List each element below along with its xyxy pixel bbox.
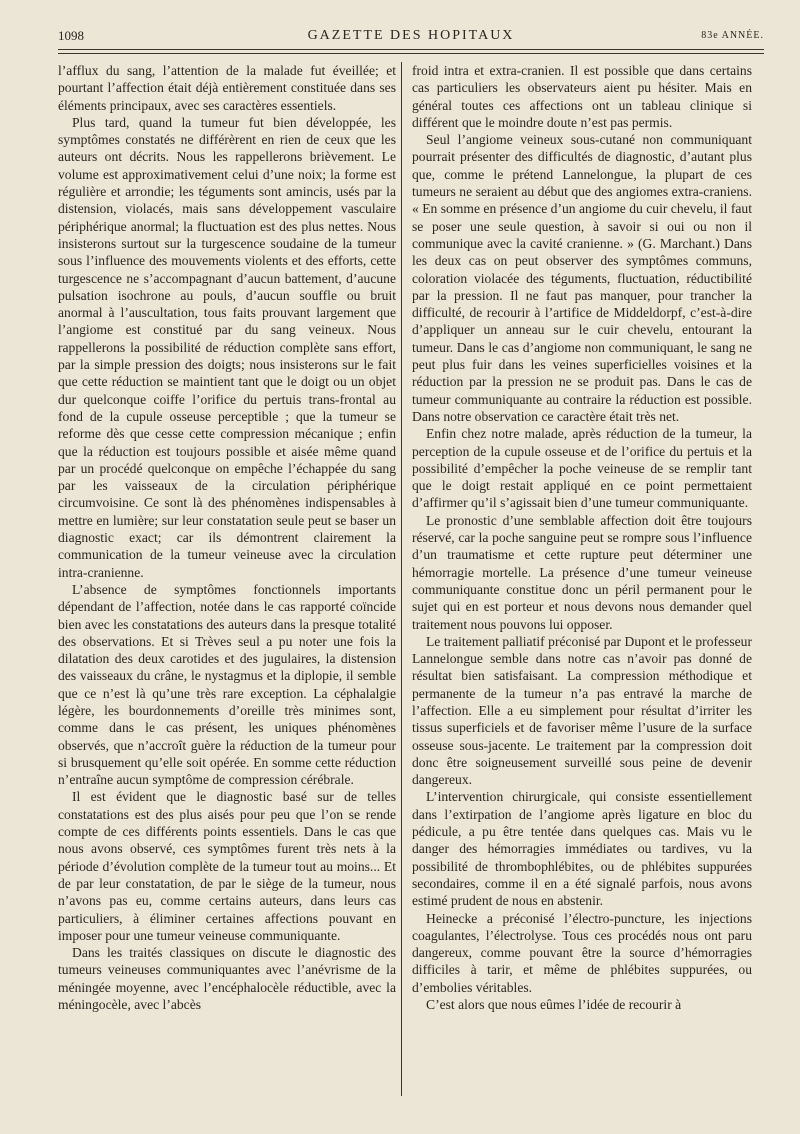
paragraph: C’est alors que nous eûmes l’idée de recourir à — [426, 997, 682, 1013]
paragraph: Enfin chez notre malade, après réduction de la tumeur, la perception de la cupule osseuse et de l’orifice du pertuis et la possibilité d’empêcher la poche veineuse de se remplir tant que le doigt restait appliqué en ce point permettaient d’affirmer qu’il s’agissait bien d’une tumeur communiquante. — [412, 426, 752, 511]
header-rule — [58, 49, 764, 50]
paragraph: Il est évident que le diagnostic basé sur de telles constatations est des plus aisés pour peu que l’on se rende compte de ces différents points essentiels. Dans le cas que nous avons observé, ces symptômes furent très nets à la période d’évolution complète de la tumeur tout au moins... Et de par leur constatation, de par le siège de la tumeur, nous n’avons pas eu, comme certains auteurs, dans leurs cas particuliers, à éliminer certaines affections pouvant en imposer pour une tumeur veineuse communiquante. — [58, 789, 396, 943]
paragraph: Heinecke a préconisé l’électro-puncture, les injections coagulantes, l’électrolyse. Tous ces procédés nous ont paru dangereux, comme pouvant être la source d’hémorragies difficiles à tarir, et même de phlébites suppurées, ou d’embolies véritables. — [412, 910, 752, 995]
page-number: 1098 — [58, 28, 84, 43]
paragraph: Dans les traités classiques on discute le diagnostic des tumeurs veineuses communiquantes avec l’anévrisme de la méningée moyenne, avec l’encéphalocèle réductible, avec la méningocèle, avec l’abcès — [58, 945, 396, 1013]
paragraph: Le pronostic d’une semblable affection doit être toujours réservé, car la poche sanguine peut se rompre sous l’influence d’un traumatisme et cette rupture peut déterminer une hémorragie mortelle. La présence d’une tumeur veineuse communiquante constitue donc un péril permanent pour le sujet qui en est porteur et nous devons nous demander quel traitement nous pouvons lui opposer. — [412, 512, 752, 632]
paragraph: froid intra et extra-cranien. Il est possible que dans certains cas particuliers les observateurs aient pu hésiter. Mais en général toutes ces affections ont un tableau clinique si différent que le moindre doute n’est pas permis. — [412, 63, 752, 130]
page-header — [58, 28, 764, 48]
header-rule-thin — [58, 53, 764, 54]
journal-title: GAZETTE DES HOPITAUX — [307, 28, 515, 43]
right-column — [412, 62, 752, 1013]
paragraph: l’afflux du sang, l’attention de la malade fut éveillée; et pourtant l’affection était déjà entièrement constituée dans ses éléments principaux, avec ses caractères essentiels. — [58, 63, 396, 113]
paragraph: L’intervention chirurgicale, qui consiste essentiellement dans l’extirpation de l’angiome après ligature en bloc du pédicule, a pu être tentée dans quelques cas. Mais vu le danger des hémorragies immédiates ou tardives, vu la possibilité de thrombophlébites, ou de phlébites suppurées secondaires, comme il en a été signalé parfois, nous avons estimé prudent de nous en abstenir. — [412, 789, 752, 909]
paragraph: Seul l’angiome veineux sous-cutané non communiquant pourrait présenter des difficultés de diagnostic, d’autant plus que, comme le prétend Lannelongue, la plupart de ces tumeurs ne seraient au début que des angiomes extra-craniens. « En somme en présence d’un angiome du cuir chevelu, il faut se poser une seule question, à savoir si oui ou non il communique avec la cavité cranienne. » (G. Marchant.) Dans les deux cas on peut observer des symptômes communs, coloration violacée des téguments, fluctuation, réductibilité par la pression. Il ne faut pas manquer, pour trancher la difficulté, de recourir à l’artifice de Middeldorpf, c’est-à-dire d’appliquer un anneau sur le cuir chevelu, entourant la tumeur. Dans le cas d’angiome non communiquant, le sang ne peut plus fuir dans les veines superficielles voisines et la réduction par la pression ne se produit pas. Dans le cas de tumeur communiquante au contraire la réduction est possible. Dans notre observation ce caractère était très net. — [412, 132, 752, 424]
paragraph: L’absence de symptômes fonctionnels importants dépendant de l’affection, notée dans le cas rapporté coïncide bien avec les constatations des auteurs dans la presque totalité des observations. Et si Trèves seul a pu noter une fois la dilatation des deux carotides et des jugulaires, la distension des vaisseaux du crâne, le nystagmus et la diplopie, il semble que ce n’est là qu’une très rare exception. La céphalalgie légère, les bourdonnements d’oreille très minimes sont, comme dans le cas présent, les uniques phénomènes observés, que n’accroît guère la réduction de la tumeur pour si brusquement qu’elle soit opérée. En somme cette réduction n’entraîne aucun symptôme de compression cérébrale. — [58, 581, 396, 788]
year-label: 83e ANNÉE. — [701, 30, 764, 41]
left-column — [58, 62, 396, 1013]
column-divider — [401, 62, 402, 1096]
paragraph: Le traitement palliatif préconisé par Dupont et le professeur Lannelongue semble dans notre cas n’avoir pas donné de résultat bien satisfaisant. La compression méthodique et permanente de la tumeur n’a pas entravé la marche de l’affection. Elle a eu simplement pour résultat d’irriter les tissus superficiels et de favoriser même l’usure de la surface osseuse sous-jacente. Le traitement par la compression doit donc être soigneusement surveillé sous peine de devenir dangereux. — [412, 633, 752, 788]
paragraph: Plus tard, quand la tumeur fut bien développée, les symptômes constatés ne différèrent en rien de ceux que les auteurs ont décrits. Nous les rappellerons brièvement. Le volume est approximativement celui d’une noix; la forme est régulière et arrondie; les téguments sont amincis, usés par la distension, violacés, mais sans développement vasculaire périphérique anormal; la fluctuation est des plus nettes. Nous insisterons surtout sur la turgescence soudaine de la tumeur sous l’influence des mouvements violents et des efforts, cette turgescence ne s’accompagnant d’aucun battement, d’aucune pulsation isochrone au pouls, d’aucun souffle ou bruit anormal à l’auscultation, tous faits prouvant largement que l’angiome est constitué par du sang veineux. Nous rappellerons la possibilité de réduction complète sans effort, par la simple pression des doigts; nous insisterons sur le fait que cette réduction se maintient tant que le doigt ou un objet dur quelconque coiffe l’orifice du pertuis trans-frontal au fond de la cupule osseuse perceptible ; que la tumeur se reforme dès que cesse cette compression mécanique ; enfin que la réduction est toujours possible et aisée même quand par un procédé quelconque on empêche l’échappée du sang par les vaisseaux de la circulation périphérique circumvoisine. Ce sont là des phénomènes indispensables à mettre en lumière; sur leur constatation seule peut se baser un diagnostic exact; car ils démontrent clairement la communication de la tumeur veineuse avec la circulation intra-cranienne. — [58, 114, 396, 580]
